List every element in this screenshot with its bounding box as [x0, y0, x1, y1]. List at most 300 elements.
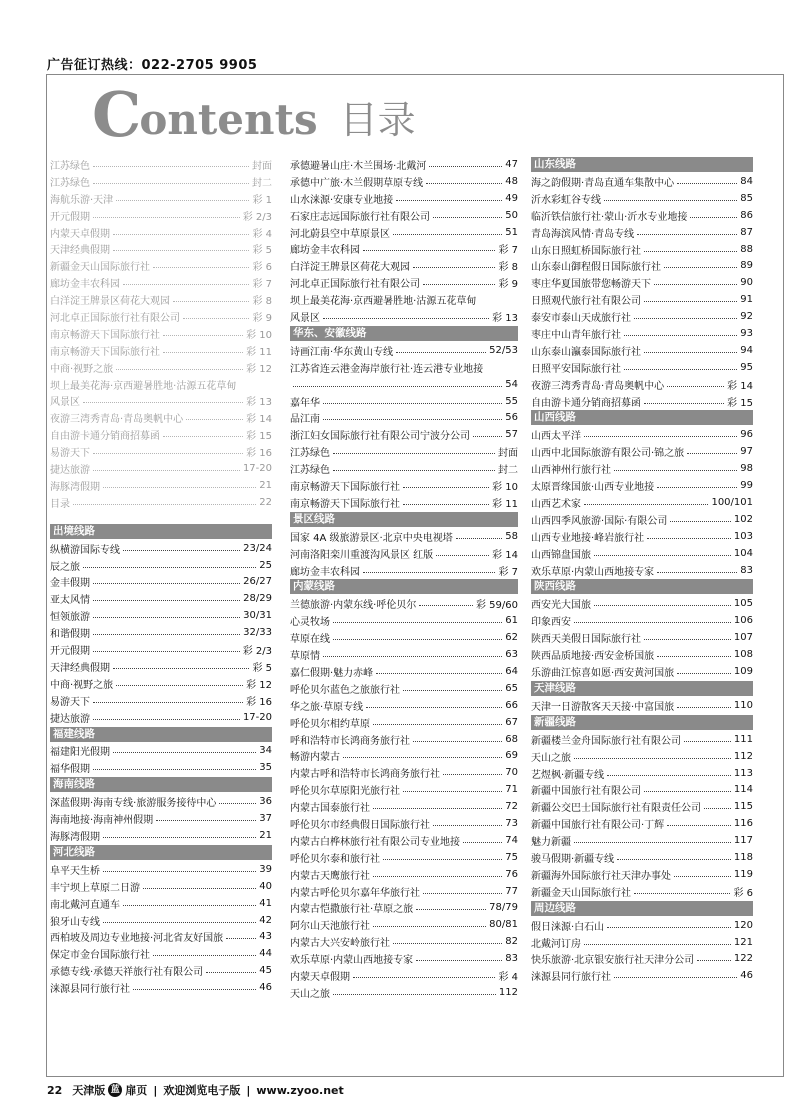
contents-entry[interactable] — [531, 460, 753, 477]
contents-entry[interactable] — [290, 900, 518, 917]
dot-leader — [103, 837, 256, 838]
dot-leader — [413, 267, 495, 268]
contents-entry[interactable] — [50, 443, 272, 460]
contents-entry[interactable] — [50, 240, 272, 257]
contents-entry[interactable] — [290, 528, 518, 545]
contents-entry[interactable] — [531, 917, 753, 934]
dot-leader — [383, 859, 502, 860]
contents-entry[interactable] — [290, 697, 518, 714]
entry-title: 太原晋缘国旅·山西专业地接 — [531, 482, 655, 494]
contents-entry[interactable] — [50, 810, 272, 827]
contents-entry[interactable] — [50, 573, 272, 590]
contents-entry[interactable] — [290, 866, 518, 883]
entry-page: 65 — [505, 682, 518, 694]
contents-entry[interactable] — [50, 207, 272, 224]
dot-leader — [584, 944, 731, 945]
contents-entry[interactable] — [290, 646, 518, 663]
contents-entry[interactable] — [531, 849, 753, 866]
entry-page: 111 — [733, 733, 753, 745]
contents-entry[interactable] — [50, 658, 272, 675]
entry-title: 江苏绿色 — [290, 465, 330, 477]
contents-entry[interactable] — [50, 392, 272, 409]
dot-leader — [429, 166, 502, 167]
dot-leader — [93, 183, 249, 184]
entry-title: 新疆金天山国际旅行社 — [531, 887, 631, 899]
entry-title: 中商·视野之旅 — [50, 363, 114, 375]
entry-title: 南京畅游天下国际旅行社 — [50, 329, 160, 341]
dot-leader — [293, 386, 502, 387]
contents-entry[interactable] — [531, 291, 753, 308]
entry-page: 21 — [259, 479, 272, 491]
entry-page: 86 — [740, 209, 753, 221]
contents-entry[interactable] — [50, 494, 272, 511]
contents-entry[interactable] — [531, 325, 753, 342]
contents-entry[interactable] — [50, 342, 272, 359]
dot-leader — [644, 251, 737, 252]
contents-entry[interactable] — [531, 545, 753, 562]
contents-entry[interactable] — [531, 798, 753, 815]
title-english: ontents — [139, 95, 318, 144]
contents-entry[interactable] — [290, 443, 518, 460]
contents-entry[interactable] — [531, 173, 753, 190]
page-footer — [47, 1082, 344, 1098]
dot-leader — [163, 352, 243, 353]
section-header: 景区线路 — [290, 512, 518, 527]
dot-leader — [93, 702, 243, 703]
contents-entry[interactable] — [531, 832, 753, 849]
contents-entry[interactable] — [50, 477, 272, 494]
contents-entry[interactable] — [290, 680, 518, 697]
contents-entry[interactable] — [50, 173, 272, 190]
contents-entry[interactable] — [290, 764, 518, 781]
dot-leader — [83, 567, 256, 568]
contents-entry[interactable] — [290, 291, 518, 308]
contents-entry[interactable] — [50, 743, 272, 760]
contents-entry[interactable] — [290, 460, 518, 477]
section-header: 福建线路 — [50, 727, 272, 742]
entry-page: 94 — [740, 344, 753, 356]
entry-page: 44 — [259, 948, 272, 960]
entry-title: 涞源县同行旅行社 — [531, 972, 611, 984]
contents-entry[interactable] — [50, 827, 272, 844]
contents-entry[interactable] — [50, 861, 272, 878]
contents-entry[interactable] — [50, 590, 272, 607]
contents-entry[interactable] — [290, 748, 518, 765]
contents-entry[interactable] — [290, 190, 518, 207]
entry-page: 93 — [740, 327, 753, 339]
contents-entry[interactable] — [531, 342, 753, 359]
contents-entry[interactable] — [531, 697, 753, 714]
contents-entry[interactable] — [50, 409, 272, 426]
entry-page: 106 — [733, 615, 753, 627]
contents-entry[interactable] — [531, 494, 753, 511]
dot-leader — [403, 504, 489, 505]
entry-page: 117 — [733, 835, 753, 847]
entry-page: 84 — [740, 175, 753, 187]
contents-entry[interactable] — [531, 815, 753, 832]
contents-entry[interactable] — [531, 224, 753, 241]
ad-hotline: 广告征订热线：022-2705 9905 — [47, 58, 258, 73]
contents-entry[interactable] — [290, 173, 518, 190]
entry-title: 目录 — [50, 498, 70, 510]
contents-entry[interactable] — [50, 291, 272, 308]
entry-page: 46 — [740, 970, 753, 982]
entry-title: 捷达旅游 — [50, 713, 90, 725]
entry-page: 97 — [740, 446, 753, 458]
entry-title: 假日涞源·白石山 — [531, 921, 605, 933]
dot-leader — [607, 927, 731, 928]
contents-entry[interactable] — [50, 624, 272, 641]
contents-entry[interactable] — [50, 912, 272, 929]
dot-leader — [333, 453, 495, 454]
contents-entry[interactable] — [531, 934, 753, 951]
contents-entry[interactable] — [531, 951, 753, 968]
contents-entry[interactable] — [290, 612, 518, 629]
section-header: 内蒙线路 — [290, 579, 518, 594]
entry-title: 天津经典假期 — [50, 662, 110, 674]
entry-page: 34 — [259, 745, 272, 757]
dot-leader — [436, 555, 489, 556]
entry-title: 陕西品质地接·西安金桥国旅 — [531, 651, 655, 663]
contents-entry[interactable] — [290, 342, 518, 359]
contents-entry[interactable] — [531, 511, 753, 528]
contents-entry[interactable] — [290, 714, 518, 731]
entry-page: 23/24 — [243, 542, 272, 554]
entry-title: 天山之旅 — [290, 988, 330, 1000]
contents-entry[interactable] — [50, 641, 272, 658]
entry-page: 58 — [505, 530, 518, 542]
entry-title: 临沂铁信旅行社·蒙山·沂水专业地接 — [531, 211, 688, 223]
entry-title: 呼和浩特市长鸿商务旅行社 — [290, 735, 410, 747]
entry-title: 廊坊金丰农科园 — [50, 279, 120, 291]
dot-leader — [607, 775, 731, 776]
contents-entry[interactable] — [290, 477, 518, 494]
dot-leader — [690, 217, 737, 218]
contents-entry[interactable] — [531, 393, 753, 410]
entry-title: 山西太平洋 — [531, 431, 581, 443]
entry-title: 山西四季风旅游·国际·有限公司 — [531, 515, 668, 527]
contents-entry[interactable] — [50, 274, 272, 291]
dot-leader — [373, 724, 502, 725]
contents-entry[interactable] — [290, 409, 518, 426]
contents-entry[interactable] — [50, 945, 272, 962]
contents-entry[interactable] — [531, 663, 753, 680]
contents-entry[interactable] — [50, 325, 272, 342]
dot-leader — [333, 994, 496, 995]
section-header: 山东线路 — [531, 157, 753, 172]
dot-leader — [113, 668, 249, 669]
dot-leader — [93, 453, 243, 454]
entry-page: 46 — [259, 982, 272, 994]
contents-entry[interactable] — [531, 274, 753, 291]
page-title — [92, 78, 416, 151]
contents-entry[interactable] — [50, 692, 272, 709]
dot-leader — [624, 335, 737, 336]
entry-title: 呼伦贝尔市经典假日国际旅行社 — [290, 820, 430, 831]
dot-leader — [93, 651, 240, 652]
dot-leader — [584, 436, 737, 437]
contents-entry[interactable] — [290, 849, 518, 866]
contents-entry[interactable] — [531, 241, 753, 258]
entry-title: 白洋淀王牌景区荷花大观园 — [290, 262, 410, 274]
contents-column-1 — [50, 156, 272, 996]
contents-entry[interactable] — [290, 798, 518, 815]
contents-entry[interactable] — [290, 731, 518, 748]
entry-title: 青岛海滨风情·青岛专线 — [531, 228, 635, 240]
dot-leader — [657, 572, 737, 573]
entry-page: 114 — [733, 784, 753, 796]
contents-entry[interactable] — [531, 782, 753, 799]
contents-entry[interactable] — [531, 646, 753, 663]
contents-entry[interactable] — [50, 979, 272, 996]
contents-entry[interactable] — [290, 426, 518, 443]
entry-page: 30/31 — [243, 610, 272, 622]
section-header: 出境线路 — [50, 524, 272, 539]
dot-leader — [323, 318, 489, 319]
entry-page: 26/27 — [243, 576, 272, 588]
contents-entry[interactable] — [290, 308, 518, 325]
section-header: 河北线路 — [50, 845, 272, 860]
entry-title: 诗画江南·华东黄山专线 — [290, 346, 394, 358]
entry-page: 63 — [505, 649, 518, 661]
contents-entry[interactable] — [290, 156, 518, 173]
dot-leader — [93, 470, 240, 471]
contents-entry[interactable] — [531, 207, 753, 224]
contents-entry[interactable] — [290, 595, 518, 612]
contents-entry[interactable] — [290, 663, 518, 680]
contents-entry[interactable] — [50, 308, 272, 325]
contents-entry[interactable] — [50, 709, 272, 726]
dot-leader — [93, 634, 240, 635]
contents-entry[interactable] — [50, 793, 272, 810]
dot-leader — [416, 909, 486, 910]
dot-leader — [103, 487, 256, 488]
dot-leader — [173, 301, 249, 302]
dot-leader — [403, 791, 502, 792]
contents-entry[interactable] — [50, 224, 272, 241]
dot-leader — [423, 284, 495, 285]
contents-entry[interactable] — [290, 629, 518, 646]
entry-page: 彩 7 — [252, 279, 272, 291]
contents-entry[interactable] — [290, 240, 518, 257]
dot-leader — [644, 403, 724, 404]
contents-entry[interactable] — [290, 815, 518, 832]
entry-page: 64 — [505, 665, 518, 677]
contents-entry[interactable] — [50, 759, 272, 776]
entry-page: 35 — [259, 762, 272, 774]
contents-entry[interactable] — [290, 916, 518, 933]
entry-title: 南京畅游天下国际旅行社 — [290, 498, 400, 510]
entry-title: 保定市金台国际旅行社 — [50, 950, 150, 962]
entry-page: 116 — [733, 818, 753, 830]
dot-leader — [637, 234, 737, 235]
entry-page: 彩 14 — [246, 414, 272, 426]
contents-entry[interactable] — [290, 359, 518, 376]
contents-entry[interactable] — [290, 393, 518, 410]
contents-entry[interactable] — [50, 460, 272, 477]
contents-entry[interactable] — [531, 765, 753, 782]
entry-title: 中商·视野之旅 — [50, 679, 114, 691]
contents-entry[interactable] — [531, 748, 753, 765]
entry-title: 江苏省连云港金海岸旅行社·连云港专业地接 — [290, 363, 484, 375]
contents-entry[interactable] — [531, 866, 753, 883]
dot-leader — [617, 859, 731, 860]
dot-leader — [614, 977, 737, 978]
entry-page: 85 — [740, 192, 753, 204]
entry-page: 68 — [505, 733, 518, 745]
contents-entry[interactable] — [50, 607, 272, 624]
contents-entry[interactable] — [50, 540, 272, 557]
contents-entry[interactable] — [290, 950, 518, 967]
section-header: 陕西线路 — [531, 579, 753, 594]
contents-entry[interactable] — [50, 257, 272, 274]
contents-entry[interactable] — [531, 477, 753, 494]
dot-leader — [413, 741, 502, 742]
contents-entry[interactable] — [50, 675, 272, 692]
dot-leader — [670, 521, 731, 522]
entry-title: 呼伦贝尔泰和旅行社 — [290, 853, 380, 865]
dot-leader — [574, 842, 731, 843]
entry-page: 95 — [740, 361, 753, 373]
dot-leader — [153, 955, 256, 956]
contents-entry[interactable] — [50, 878, 272, 895]
entry-page: 62 — [505, 632, 518, 644]
contents-entry[interactable] — [290, 933, 518, 950]
contents-entry[interactable] — [531, 883, 753, 900]
entry-page: 彩 11 — [492, 498, 518, 510]
dot-leader — [93, 600, 240, 601]
contents-entry[interactable] — [50, 376, 272, 393]
dot-leader — [93, 166, 249, 167]
contents-entry[interactable] — [290, 883, 518, 900]
entry-title: 内蒙古白桦林旅行社有限公司专业地接 — [290, 836, 460, 848]
entry-title: 内蒙天卓假期 — [290, 972, 350, 984]
entry-title: 兰德旅游·内蒙东线·呼伦贝尔 — [290, 600, 417, 612]
entry-title: 恒领旅游 — [50, 612, 90, 624]
dot-leader — [373, 876, 502, 877]
entry-title: 狼牙山专线 — [50, 916, 100, 928]
contents-entry[interactable] — [50, 426, 272, 443]
dot-leader — [423, 893, 502, 894]
entry-title: 辰之旅 — [50, 561, 80, 573]
contents-entry[interactable] — [290, 832, 518, 849]
entry-title: 快乐旅游·北京银安旅行社天津分公司 — [531, 955, 695, 967]
contents-entry[interactable] — [531, 359, 753, 376]
contents-entry[interactable] — [50, 156, 272, 173]
entry-title: 风景区 — [50, 397, 80, 409]
entry-title: 呼伦贝尔蓝色之旅旅行社 — [290, 684, 400, 696]
entry-page: 彩 15 — [727, 397, 753, 409]
contents-entry[interactable] — [290, 545, 518, 562]
contents-entry[interactable] — [531, 967, 753, 984]
entry-page: 104 — [733, 547, 753, 559]
dot-leader — [323, 656, 502, 657]
entry-title: 山西专业地接·峰岩旅行社 — [531, 532, 645, 544]
contents-entry[interactable] — [290, 781, 518, 798]
contents-entry[interactable] — [50, 190, 272, 207]
contents-entry[interactable] — [531, 629, 753, 646]
entry-title: 呼伦贝尔相约草原 — [290, 718, 370, 730]
contents-entry[interactable] — [290, 967, 518, 984]
entry-page: 封二 — [252, 177, 272, 189]
entry-title: 亚太风情 — [50, 595, 90, 607]
entry-title: 品江南 — [290, 414, 320, 426]
contents-entry[interactable] — [290, 207, 518, 224]
entry-page: 103 — [733, 530, 753, 542]
entry-page: 107 — [733, 632, 753, 644]
dot-leader — [657, 656, 731, 657]
dot-leader — [219, 803, 256, 804]
contents-entry[interactable] — [531, 595, 753, 612]
dot-leader — [677, 673, 731, 674]
entry-title: 海南地接·海南神州假期 — [50, 815, 154, 827]
contents-entry[interactable] — [290, 376, 518, 393]
entry-title: 阿尔山天池旅行社 — [290, 921, 370, 933]
contents-entry[interactable] — [50, 962, 272, 979]
contents-entry[interactable] — [531, 443, 753, 460]
entry-title: 新疆金天山国际旅行社 — [50, 262, 150, 274]
dot-leader — [113, 234, 249, 235]
contents-entry[interactable] — [290, 562, 518, 579]
entry-page: 83 — [505, 953, 518, 965]
contents-entry[interactable] — [531, 426, 753, 443]
contents-entry[interactable] — [531, 562, 753, 579]
contents-entry[interactable] — [290, 984, 518, 1001]
separator: | — [153, 1083, 158, 1097]
contents-entry[interactable] — [50, 359, 272, 376]
website-link[interactable]: www.zyoo.net — [256, 1083, 344, 1097]
contents-entry[interactable] — [531, 257, 753, 274]
entry-title: 草原情 — [290, 651, 320, 663]
contents-entry[interactable] — [50, 929, 272, 946]
entry-page: 108 — [733, 649, 753, 661]
dot-leader — [634, 893, 730, 894]
entry-page: 彩 16 — [246, 448, 272, 460]
entry-page: 封二 — [498, 465, 518, 477]
contents-entry[interactable] — [531, 376, 753, 393]
contents-entry[interactable] — [290, 224, 518, 241]
dot-leader — [393, 234, 502, 235]
dot-leader — [604, 200, 737, 201]
contents-entry[interactable] — [531, 308, 753, 325]
contents-entry[interactable] — [290, 494, 518, 511]
dot-leader — [426, 183, 502, 184]
entry-title: 易游天下 — [50, 696, 90, 708]
edition-badge: 蓝 — [108, 1083, 122, 1097]
entry-title: 日照观代旅行社有限公司 — [531, 296, 641, 308]
contents-entry[interactable] — [531, 190, 753, 207]
entry-title: 内蒙古呼和浩特市长鸿商务旅行社 — [290, 769, 440, 781]
entry-title: 南北戴河直通车 — [50, 899, 120, 911]
contents-entry[interactable] — [531, 731, 753, 748]
dot-leader — [433, 217, 502, 218]
contents-entry[interactable] — [531, 528, 753, 545]
dot-leader — [574, 758, 731, 759]
entry-page: 41 — [259, 897, 272, 909]
contents-entry[interactable] — [290, 274, 518, 291]
contents-entry[interactable] — [290, 257, 518, 274]
contents-entry[interactable] — [50, 557, 272, 574]
entry-page: 119 — [733, 868, 753, 880]
contents-entry[interactable] — [50, 895, 272, 912]
entry-title: 自由游卡通分销商招募函 — [531, 397, 641, 409]
dot-leader — [116, 369, 243, 370]
entry-title: 纵横游国际专线 — [50, 544, 120, 556]
entry-page: 彩 5 — [252, 245, 272, 257]
entry-page: 彩 13 — [492, 312, 518, 324]
contents-entry[interactable] — [531, 612, 753, 629]
dot-leader — [697, 960, 731, 961]
